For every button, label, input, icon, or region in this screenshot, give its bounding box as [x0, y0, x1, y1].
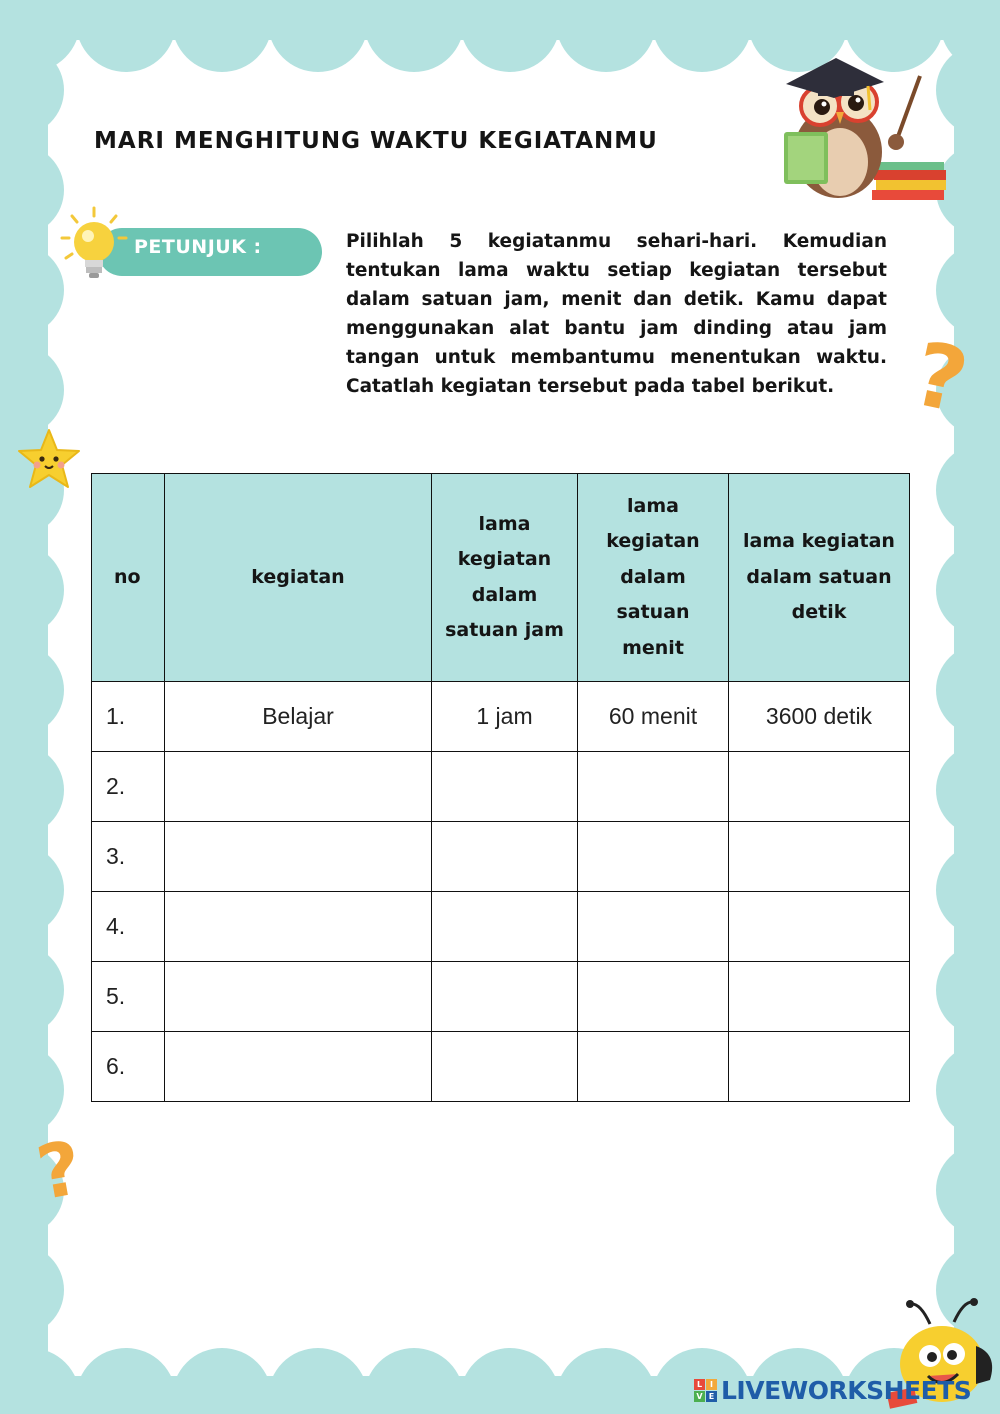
hours-input-cell[interactable] — [432, 822, 578, 892]
minutes-cell: 60 menit — [578, 682, 729, 752]
minutes-input-cell[interactable] — [578, 1032, 729, 1102]
activity-time-table — [91, 473, 910, 1102]
hours-cell: 1 jam — [432, 682, 578, 752]
column-header-no: no — [92, 474, 165, 682]
activity-input-cell[interactable] — [165, 822, 432, 892]
row-number: 1. — [92, 682, 165, 752]
seconds-input-cell[interactable] — [729, 822, 910, 892]
minutes-input-cell[interactable] — [578, 822, 729, 892]
hours-input-cell[interactable] — [432, 892, 578, 962]
logo-letter: E — [706, 1391, 717, 1402]
activity-input-cell[interactable] — [165, 1032, 432, 1102]
instruction-text: Pilihlah 5 kegiatanmu sehari-hari. Kemudian tentukan lama waktu setiap kegiatan tersebut dalam satuan jam, menit dan detik. Kamu dapat menggunakan alat bantu jam dinding atau jam tangan untuk membantumu menentukan waktu. Catatlah kegiatan tersebut pada tabel berikut. — [346, 231, 887, 397]
column-header-activity: kegiatan — [165, 474, 432, 682]
logo-letter: L — [694, 1379, 705, 1390]
minutes-input-cell[interactable] — [578, 752, 729, 822]
row-number: 5. — [92, 962, 165, 1032]
hours-input-cell[interactable] — [432, 1032, 578, 1102]
owl-teacher-icon — [778, 52, 954, 202]
row-number: 2. — [92, 752, 165, 822]
activity-input-cell[interactable] — [165, 752, 432, 822]
lightbulb-icon — [58, 206, 130, 286]
seconds-cell: 3600 detik — [729, 682, 910, 752]
logo-text: LIVEWORKSHEETS — [721, 1375, 972, 1405]
column-header-hours: lama kegiatan dalam satuan jam — [432, 474, 578, 682]
minutes-input-cell[interactable] — [578, 962, 729, 1032]
seconds-input-cell[interactable] — [729, 962, 910, 1032]
page-title: MARI MENGHITUNG WAKTU KEGIATANMU — [94, 128, 658, 154]
activity-input-cell[interactable] — [165, 892, 432, 962]
table-header-row — [92, 474, 910, 682]
question-mark-icon: ? — [904, 321, 977, 434]
instruction-label: PETUNJUK : — [134, 236, 262, 258]
table-row — [92, 962, 910, 1032]
seconds-input-cell[interactable] — [729, 892, 910, 962]
logo-mark — [694, 1379, 717, 1402]
minutes-input-cell[interactable] — [578, 892, 729, 962]
question-mark-icon: ? — [30, 1124, 89, 1218]
table-row — [92, 752, 910, 822]
logo-letter: V — [694, 1391, 705, 1402]
hours-input-cell[interactable] — [432, 752, 578, 822]
table-row — [92, 892, 910, 962]
column-header-minutes: lama kegiatan dalam satuan menit — [578, 474, 729, 682]
row-number: 4. — [92, 892, 165, 962]
seconds-input-cell[interactable] — [729, 752, 910, 822]
activity-cell: Belajar — [165, 682, 432, 752]
table-row — [92, 1032, 910, 1102]
star-icon — [16, 428, 82, 490]
logo-letter: I — [706, 1379, 717, 1390]
activity-input-cell[interactable] — [165, 962, 432, 1032]
hours-input-cell[interactable] — [432, 962, 578, 1032]
row-number: 6. — [92, 1032, 165, 1102]
liveworksheets-logo — [694, 1370, 971, 1410]
column-header-seconds: lama kegiatan dalam satuan detik — [729, 474, 910, 682]
seconds-input-cell[interactable] — [729, 1032, 910, 1102]
table-row — [92, 682, 910, 752]
table-row — [92, 822, 910, 892]
row-number: 3. — [92, 822, 165, 892]
